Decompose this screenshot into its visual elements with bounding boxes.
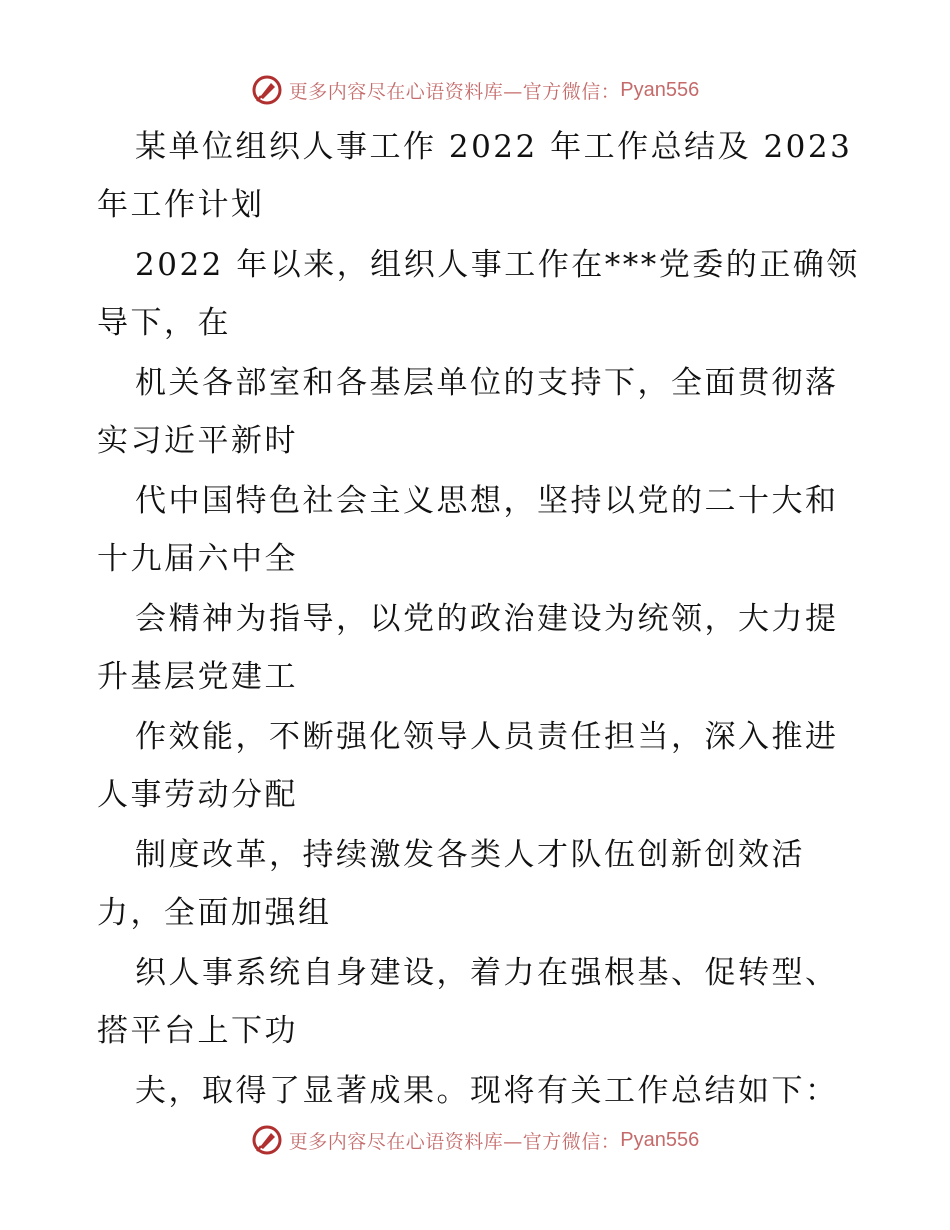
document-line: 导下，在 xyxy=(97,305,231,341)
watermark-text: 更多内容尽在心语资料库—官方微信： xyxy=(288,80,621,103)
document-line: 年工作计划 xyxy=(97,187,265,223)
header-watermark xyxy=(0,70,950,110)
document-line: 实习近平新时 xyxy=(97,423,298,459)
document-line: 人事劳动分配 xyxy=(97,777,298,813)
document-line: 某单位组织人事工作 2022 年工作总结及 2023 xyxy=(135,129,853,165)
watermark-wechat-id: Pyan556 xyxy=(620,78,700,101)
document-line: 夫，取得了显著成果。现将有关工作总结如下： xyxy=(135,1073,839,1109)
document-line: 制度改革，持续激发各类人才队伍创新创效活 xyxy=(135,837,805,873)
document-line: 2022 年以来，组织人事工作在***党委的正确领 xyxy=(135,247,860,283)
document-line: 十九届六中全 xyxy=(97,541,298,577)
document-line: 代中国特色社会主义思想，坚持以党的二十大和 xyxy=(135,483,839,519)
document-line: 力，全面加强组 xyxy=(97,895,332,931)
pen-nib-logo-icon xyxy=(251,1124,283,1156)
footer-watermark xyxy=(0,1120,950,1160)
document-line: 机关各部室和各基层单位的支持下，全面贯彻落 xyxy=(135,365,839,401)
watermark-text: 更多内容尽在心语资料库—官方微信： xyxy=(288,1130,621,1153)
document-line: 作效能，不断强化领导人员责任担当，深入推进 xyxy=(135,719,839,755)
document-line: 织人事系统自身建设，着力在强根基、促转型、 xyxy=(135,955,839,991)
document-line: 搭平台上下功 xyxy=(97,1013,298,1049)
pen-nib-logo-icon xyxy=(251,74,283,106)
watermark-wechat-id: Pyan556 xyxy=(620,1128,700,1151)
document-line: 会精神为指导，以党的政治建设为统领，大力提 xyxy=(135,601,839,637)
document-line: 升基层党建工 xyxy=(97,659,298,695)
